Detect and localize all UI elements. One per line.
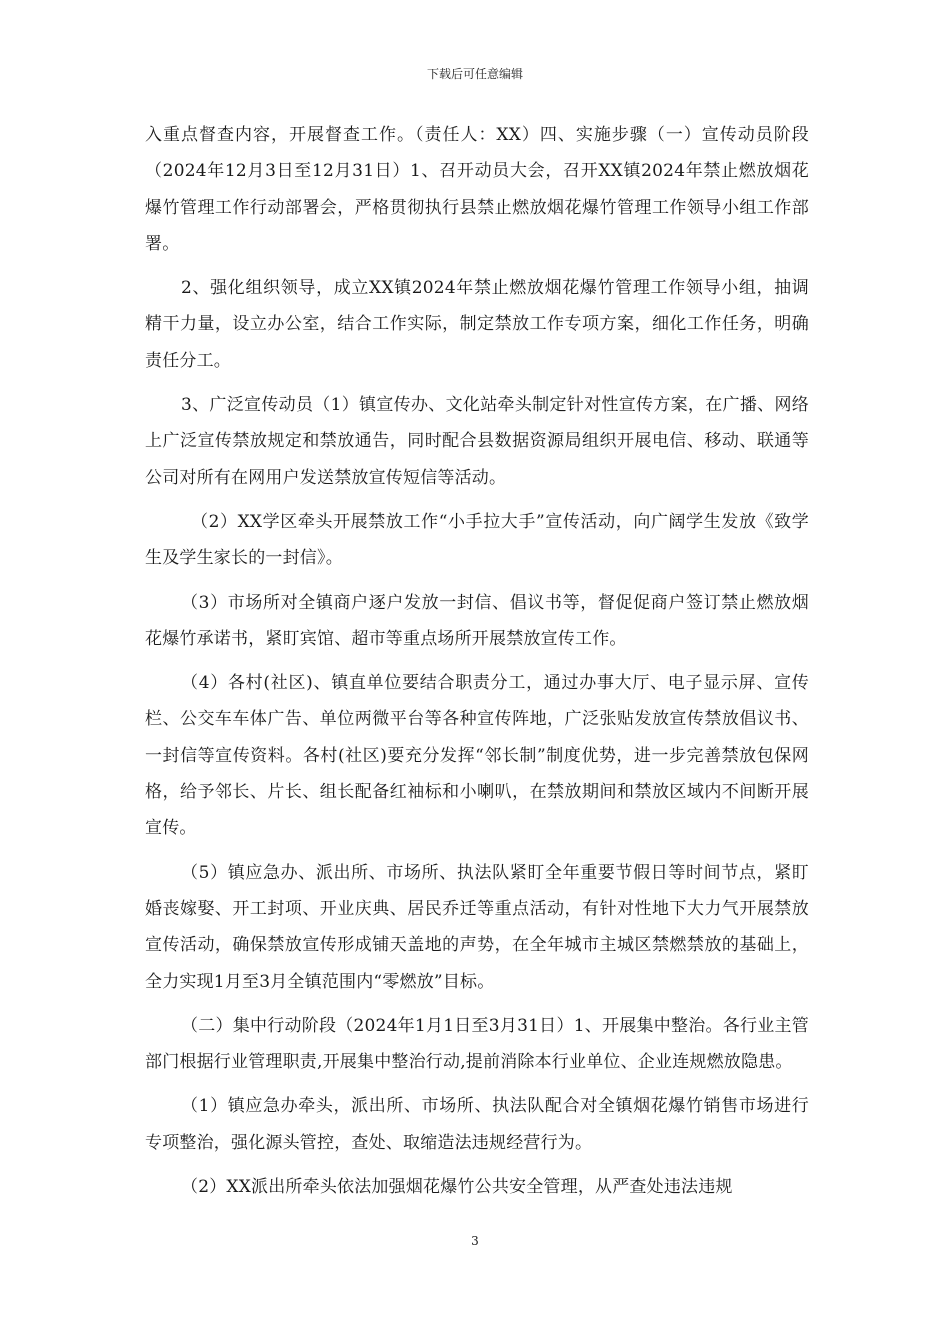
paragraph: （3）市场所对全镇商户逐户发放一封信、倡议书等，督促促商户签订禁止燃放烟花爆竹承诺书，紧盯宾馆、超市等重点场所开展禁放宣传工作。 (145, 592, 809, 649)
paragraph: 3、广泛宣传动员（1）镇宣传办、文化站牵头制定针对性宣传方案，在广播、网络上广泛宣传禁放规定和禁放通告，同时配合县数据资源局组织开展电信、移动、联通等公司对所有在网用户发送禁放宣传短信等活动。 (145, 395, 809, 488)
paragraph: （2）XX学区牵头开展禁放工作“小手拉大手”宣传活动，向广阔学生发放《致学生及学生家长的一封信》。 (145, 511, 809, 569)
paragraph: （二）集中行动阶段（2024年1月1日至3月31日）1、开展集中整治。各行业主管部门根据行业管理职责,开展集中整治行动,提前消除本行业单位、企业连规燃放隐患。 (145, 1015, 809, 1073)
paragraph: 入重点督查内容，开展督查工作。（责任人：XX）四、实施步骤（一）宣传动员阶段（2024年12月3日至12月31日）1、召开动员大会，召开XX镇2024年禁止燃放烟花爆竹管理工作行动部署会，严格贯彻执行县禁止燃放烟花爆竹管理工作领导小组工作部署。 (145, 125, 809, 254)
paragraph: 2、强化组织领导，成立XX镇2024年禁止燃放烟花爆竹管理工作领导小组，抽调精干力量，设立办公室，结合工作实际，制定禁放工作专项方案，细化工作任务，明确责任分工。 (145, 278, 809, 371)
paragraph: （4）各村(社区)、镇直单位要结合职责分工，通过办事大厅、电子显示屏、宣传栏、公交车车体广告、单位两微平台等各种宣传阵地，广泛张贴发放宣传禁放倡议书、一封信等宣传资料。各村(社区)要充分发挥“邻长制”制度优势，进一步完善禁放包保网格，给予邻长、片长、组长配备红袖标和小喇叭，在禁放期间和禁放区域内不间断开展宣传。 (145, 673, 809, 839)
paragraph: （1）镇应急办牵头，派出所、市场所、执法队配合对全镇烟花爆竹销售市场进行专项整治，强化源头管控，查处、取缩造法违规经营行为。 (145, 1096, 809, 1153)
document-body (145, 117, 809, 1213)
page-header: 下载后可任意编辑 (426, 67, 523, 81)
paragraph: （5）镇应急办、派出所、市场所、执法队紧盯全年重要节假日等时间节点，紧盯婚丧嫁娶、开工封项、开业庆典、居民乔迁等重点活动，有针对性地下大力气开展禁放宣传活动，确保禁放宣传形成铺天盖地的声势，在全年城市主城区禁燃禁放的基础上，全力实现1月至3月全镇范围内“零燃放”目标。 (145, 862, 809, 992)
paragraph: （2）XX派出所牵头依法加强烟花爆竹公共安全管理，从严查处违法违规 (181, 1177, 733, 1198)
page-number: 3 (471, 1234, 479, 1248)
